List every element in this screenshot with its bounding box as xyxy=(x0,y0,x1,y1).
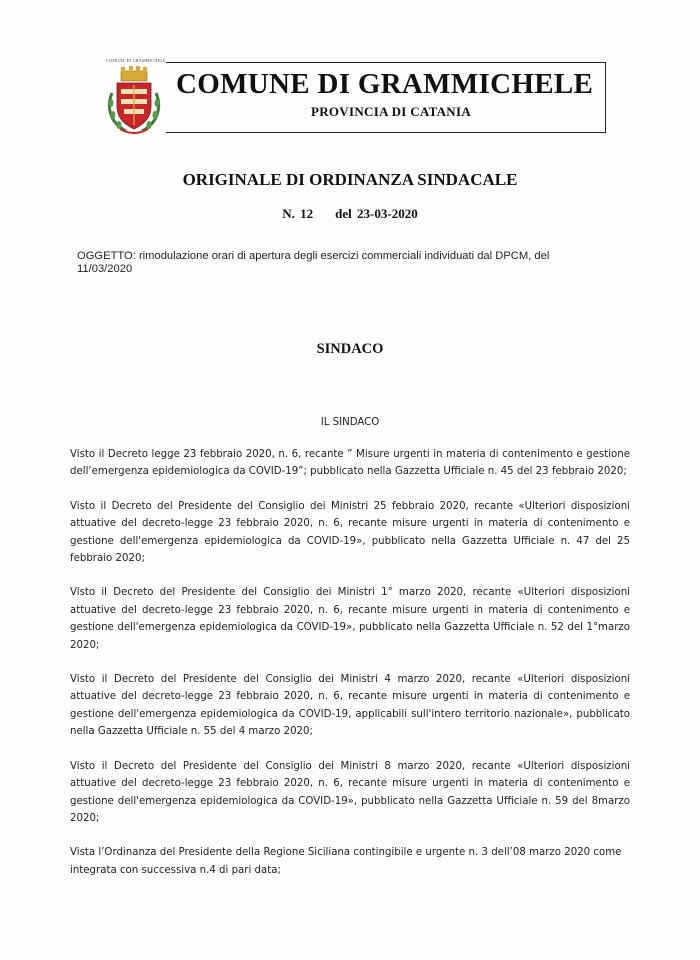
ordinance-number-line xyxy=(0,206,700,222)
paragraph: Vista l’Ordinanza del Presidente della Regione Siciliana contingibile e urgente n. 3 dell’08 marzo 2020 come integrata con successiva n.4 di pari data; xyxy=(70,847,622,876)
municipal-crest-icon xyxy=(104,63,164,137)
ordinance-date: del 23-03-2020 xyxy=(335,206,418,221)
comune-name: COMUNE DI GRAMMICHELE xyxy=(176,68,594,100)
paragraph: Visto il Decreto del Presidente del Consiglio dei Ministri 8 marzo 2020, recante «Ulteriori disposizioni attuative del decreto-legge 23 febbraio 2020, n. 6, recante misure urgenti in materia di contenimento e gestione dell'emergenza epidemiologica da COVID-19», pubblicato nella Gazzetta Ufficiale n. 59 del 8marzo 2020; xyxy=(70,760,630,824)
ordinance-number: N. 12 xyxy=(282,206,314,221)
crest-caption: COMUNE DI GRAMMICHELE xyxy=(106,58,166,63)
paragraph: Visto il Decreto del Presidente del Consiglio dei Ministri 25 febbraio 2020, recante «Ulteriori disposizioni attuative del decreto-legge 23 febbraio 2020, n. 6, recante misure urgenti in materia di contenimento e gestione dell'emergenza epidemiologica da COVID-19», pubblicato nella Gazzetta Ufficiale n. 47 del 25 febbraio 2020; xyxy=(70,500,630,565)
section-heading: SINDACO xyxy=(316,341,384,357)
subject-line: OGGETTO: rimodulazione orari di apertura degli esercizi commerciali individuati dal DPCM, del 11/03/2020 xyxy=(77,250,550,275)
body-text xyxy=(70,446,630,896)
paragraph: Visto il Decreto del Presidente del Consiglio dei Ministri 1° marzo 2020, recante «Ulteriori disposizioni attuative del decreto-legge 23 febbraio 2020, n. 6, recante misure urgenti in materia di contenimento e gestione dell'emergenza epidemiologica da COVID-19», pubblicato nella Gazzetta Ufficiale n. 52 del 1°marzo 2020; xyxy=(70,587,630,651)
paragraph: Visto il Decreto legge 23 febbraio 2020, n. 6, recante ” Misure urgenti in materia di contenimento e gestione dell’emergenza epidemiologica da COVID-19”; pubblicato nella Gazzetta Ufficiale n. 45 del 23 febbraio 2020; xyxy=(70,449,630,478)
document-title: ORIGINALE DI ORDINANZA SINDACALE xyxy=(182,170,518,189)
provincia-name: PROVINCIA DI CATANIA xyxy=(310,104,472,119)
section-subheading: IL SINDACO xyxy=(320,417,380,428)
paragraph: Visto il Decreto del Presidente del Consiglio dei Ministri 4 marzo 2020, recante «Ulteriori disposizioni attuative del decreto-legge 23 febbraio 2020, n. 6, recante misure urgenti in materia di contenimento e gestione dell'emergenza epidemiologica da COVID-19, applicabili sull'intero territorio nazionale», pubblicato nella Gazzetta Ufficiale n. 55 del 4 marzo 2020; xyxy=(70,674,630,738)
